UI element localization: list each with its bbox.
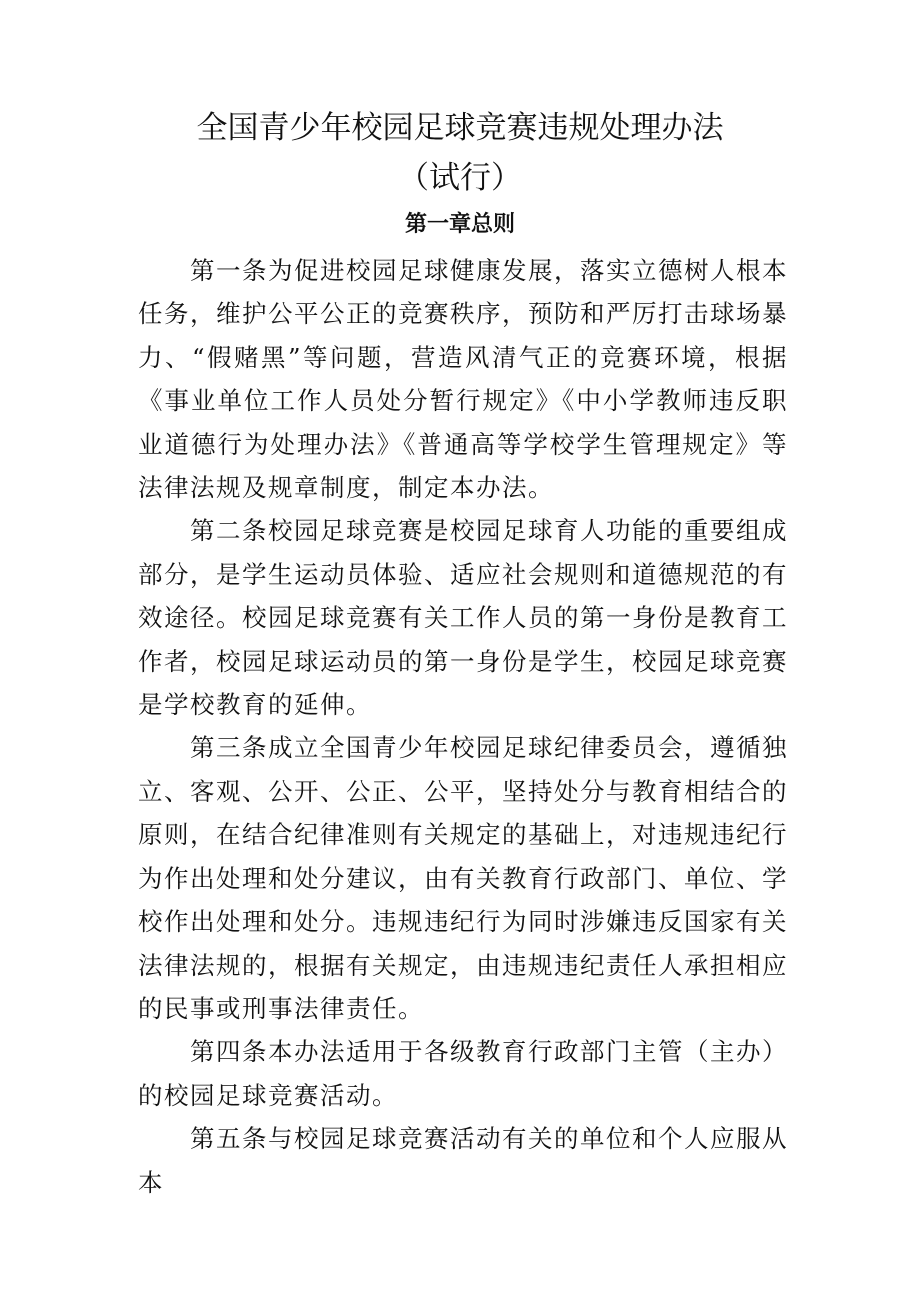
article-5: 第五条与校园足球竞赛活动有关的单位和个人应服从本	[138, 1124, 788, 1197]
article-4: 第四条本办法适用于各级教育行政部门主管（主办）的校园足球竞赛活动。	[138, 1037, 788, 1110]
article-1: 第一条为促进校园足球健康发展，落实立德树人根本任务，维护公平公正的竞赛秩序，预防和严厉打击球场暴力、“假赌黑”等问题，营造风清气正的竞赛环境，根据《事业单位工作人员处分暂行规定》《中小学教师违反职业道德行为处理办法》《普通高等学校学生管理规定》等法律法规及规章制度，制定本办法。	[138, 256, 788, 503]
chapter-heading: 第一章总则	[404, 212, 515, 237]
article-2: 第二条校园足球竞赛是校园足球育人功能的重要组成部分，是学生运动员体验、适应社会规则和道德规范的有效途径。校园足球竞赛有关工作人员的第一身份是教育工作者，校园足球运动员的第一身份是学生，校园足球竞赛是学校教育的延伸。	[138, 516, 788, 720]
article-3: 第三条成立全国青少年校园足球纪律委员会，遵循独立、客观、公开、公正、公平，坚持处分与教育相结合的原则，在结合纪律准则有关规定的基础上，对违规违纪行为作出处理和处分建议，由有关教育行政部门、单位、学校作出处理和处分。违规违纪行为同时涉嫌违反国家有关法律法规的，根据有关规定，由违规违纪责任人承担相应的民事或刑事法律责任。	[138, 733, 788, 1023]
document-title: 全国青少年校园足球竞赛违规处理办法	[196, 110, 724, 146]
document-body	[138, 249, 788, 1204]
document-subtitle: （试行）	[398, 160, 522, 196]
